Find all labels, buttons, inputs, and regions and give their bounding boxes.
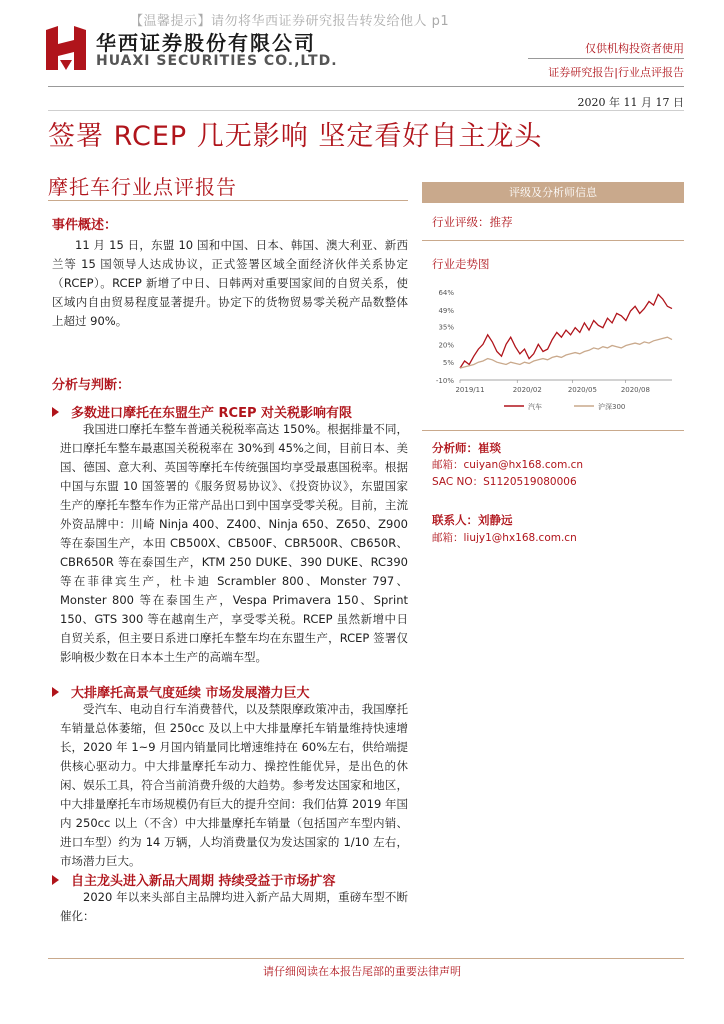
y-tick-label: 64% xyxy=(438,289,454,297)
report-subtitle: 摩托车行业点评报告 xyxy=(48,175,237,199)
header-divider xyxy=(48,86,684,87)
x-tick-label: 2019/11 xyxy=(455,386,485,394)
point-1-title: 多数进口摩托在东盟生产 RCEP 对关税影响有限 xyxy=(71,406,353,421)
header-divider-short xyxy=(528,58,684,59)
triangle-bullet-icon xyxy=(52,407,59,417)
company-name-cn: 华西证券股份有限公司 xyxy=(96,31,316,55)
report-date: 2020 年 11 月 17 日 xyxy=(577,96,684,109)
point-3-heading xyxy=(52,870,336,889)
legal-disclaimer: 请仔细阅读在本报告尾部的重要法律声明 xyxy=(263,965,461,978)
point-3-text: 2020 年以来头部自主品牌均进入新产品大周期，重磅车型不断催化： xyxy=(60,890,408,923)
watermark-notice: 【温馨提示】请勿将华西证券研究报告转发给他人 p1 xyxy=(130,14,450,29)
industry-rating xyxy=(432,214,513,230)
point-1-heading xyxy=(52,402,352,421)
analyst-name: 崔琰 xyxy=(478,441,501,455)
series-line-1 xyxy=(460,294,672,368)
analyst-label: 分析师： xyxy=(432,441,478,455)
y-tick-label: 5% xyxy=(442,359,454,368)
event-heading: 事件概述： xyxy=(52,218,118,233)
legend-label: 沪深300 xyxy=(598,403,626,411)
event-paragraph xyxy=(52,236,408,331)
rating-divider xyxy=(422,240,684,241)
triangle-bullet-icon xyxy=(52,687,59,697)
point-2-title: 大排摩托高景气度延续 市场发展潜力巨大 xyxy=(71,686,310,701)
rating-label: 行业评级： xyxy=(432,215,490,229)
rating-info-header: 评级及分析师信息 xyxy=(422,182,684,203)
point-2-paragraph xyxy=(60,700,408,871)
point-3-title: 自主龙头进入新品大周期 持续受益于市场扩容 xyxy=(71,874,336,889)
y-tick-label: -10% xyxy=(435,377,454,385)
company-name-en: HUAXI SECURITIES CO.,LTD. xyxy=(96,53,338,69)
event-text: 11 月 15 日，东盟 10 国和中国、日本、韩国、澳大利亚、新西兰等 15 国领导人达成协议，正式签署区域全面经济伙伴关系协定（RCEP）。RCEP 新增了中日、日韩两对重要国家间的自贸关系，使区域内自由贸易程度显著提升。协定下的货物贸易零关税产品数整体上超过 90%。 xyxy=(52,238,408,328)
report-type: 证券研究报告|行业点评报告 xyxy=(548,66,684,79)
analyst-line xyxy=(432,440,501,456)
analyst-sac: SAC NO：S1120519080006 xyxy=(432,476,577,488)
contact-name: 刘静远 xyxy=(478,513,513,527)
y-tick-label: 35% xyxy=(438,323,454,332)
page-title: 签署 RCEP 几无影响 坚定看好自主龙头 xyxy=(48,121,543,152)
x-tick-label: 2020/02 xyxy=(512,386,542,394)
trend-chart-label: 行业走势图 xyxy=(432,257,490,271)
rating-value: 推荐 xyxy=(489,215,513,229)
footer-divider xyxy=(48,958,684,959)
x-tick-label: 2020/05 xyxy=(567,386,597,394)
triangle-bullet-icon xyxy=(52,875,59,885)
subtitle-divider xyxy=(48,200,408,201)
y-tick-label: 49% xyxy=(438,306,454,315)
point-1-text: 我国进口摩托车整车普通关税税率高达 150%。根据排量不同，进口摩托车整车最惠国关税税率在 30%到 45%之间，目前日本、美国、德国、意大利、英国等摩托车传统强国均享受最惠国税率。根据中国与东盟 10 国签署的《服务贸易协议》、《投资协议》，东盟国家生产的摩托车整车作为正常产品出口到中国享受零关税。目前，主流外资品牌中：川崎 Ninja 400、Z400、Ninja 650、Z650、Z900 等在泰国生产，本田 CB500X、CB500F、CBR500R、CB650R、CBR650R 等在泰国生产，KTM 250 DUKE、390 DUKE、RC390 等在菲律宾生产，杜卡迪 Scrambler 800、Monster 797、Monster 800 等在泰国生产，Vespa Primavera 150、Sprint 150、GTS 300 等在越南生产，享受零关税。RCEP 虽然新增中日自贸关系，但主要日系进口摩托车整车均在东盟生产，RCEP 签署仅影响极少数在日本本土生产的高端车型。 xyxy=(60,422,408,664)
contact-line xyxy=(432,512,513,528)
x-tick-label: 2020/08 xyxy=(620,386,650,394)
point-1-paragraph xyxy=(60,420,408,667)
contact-email[interactable]: 邮箱：liujy1@hx168.com.cn xyxy=(432,532,577,544)
analysis-heading: 分析与判断： xyxy=(52,378,131,393)
analyst-email[interactable]: 邮箱：cuiyan@hx168.com.cn xyxy=(432,459,584,471)
contact-label: 联系人： xyxy=(432,513,478,527)
company-logo-icon xyxy=(46,26,86,70)
chart-divider xyxy=(422,430,684,431)
legend-label: 汽车 xyxy=(528,403,542,411)
y-tick-label: 20% xyxy=(438,341,454,350)
point-2-text: 受汽车、电动自行车消费替代，以及禁限摩政策冲击，我国摩托车销量总体萎缩，但 250cc 及以上中大排量摩托车销量维持快速增长，2020 年 1~9 月国内销量同比增速维持在 60%左右，供给端提供核心驱动力。中大排量摩托车动力、操控性能优异，是出色的休闲、娱乐工具，符合当前消费升级的大趋势。参考发达国家和地区，中大排量摩托车市场规模仍有巨大的提升空间：我们估算 2019 年国内 250cc 以上（不含）中大排量摩托车销量（包括国产车型内销、进口车型）约为 14 万辆，人均消费量仅为发达国家的 1/10 左右，市场潜力巨大。 xyxy=(60,702,408,868)
audience-note: 仅供机构投资者使用 xyxy=(585,42,684,55)
point-3-paragraph xyxy=(60,888,408,926)
industry-trend-chart xyxy=(424,280,680,416)
date-divider xyxy=(48,110,684,111)
point-2-heading xyxy=(52,682,310,701)
